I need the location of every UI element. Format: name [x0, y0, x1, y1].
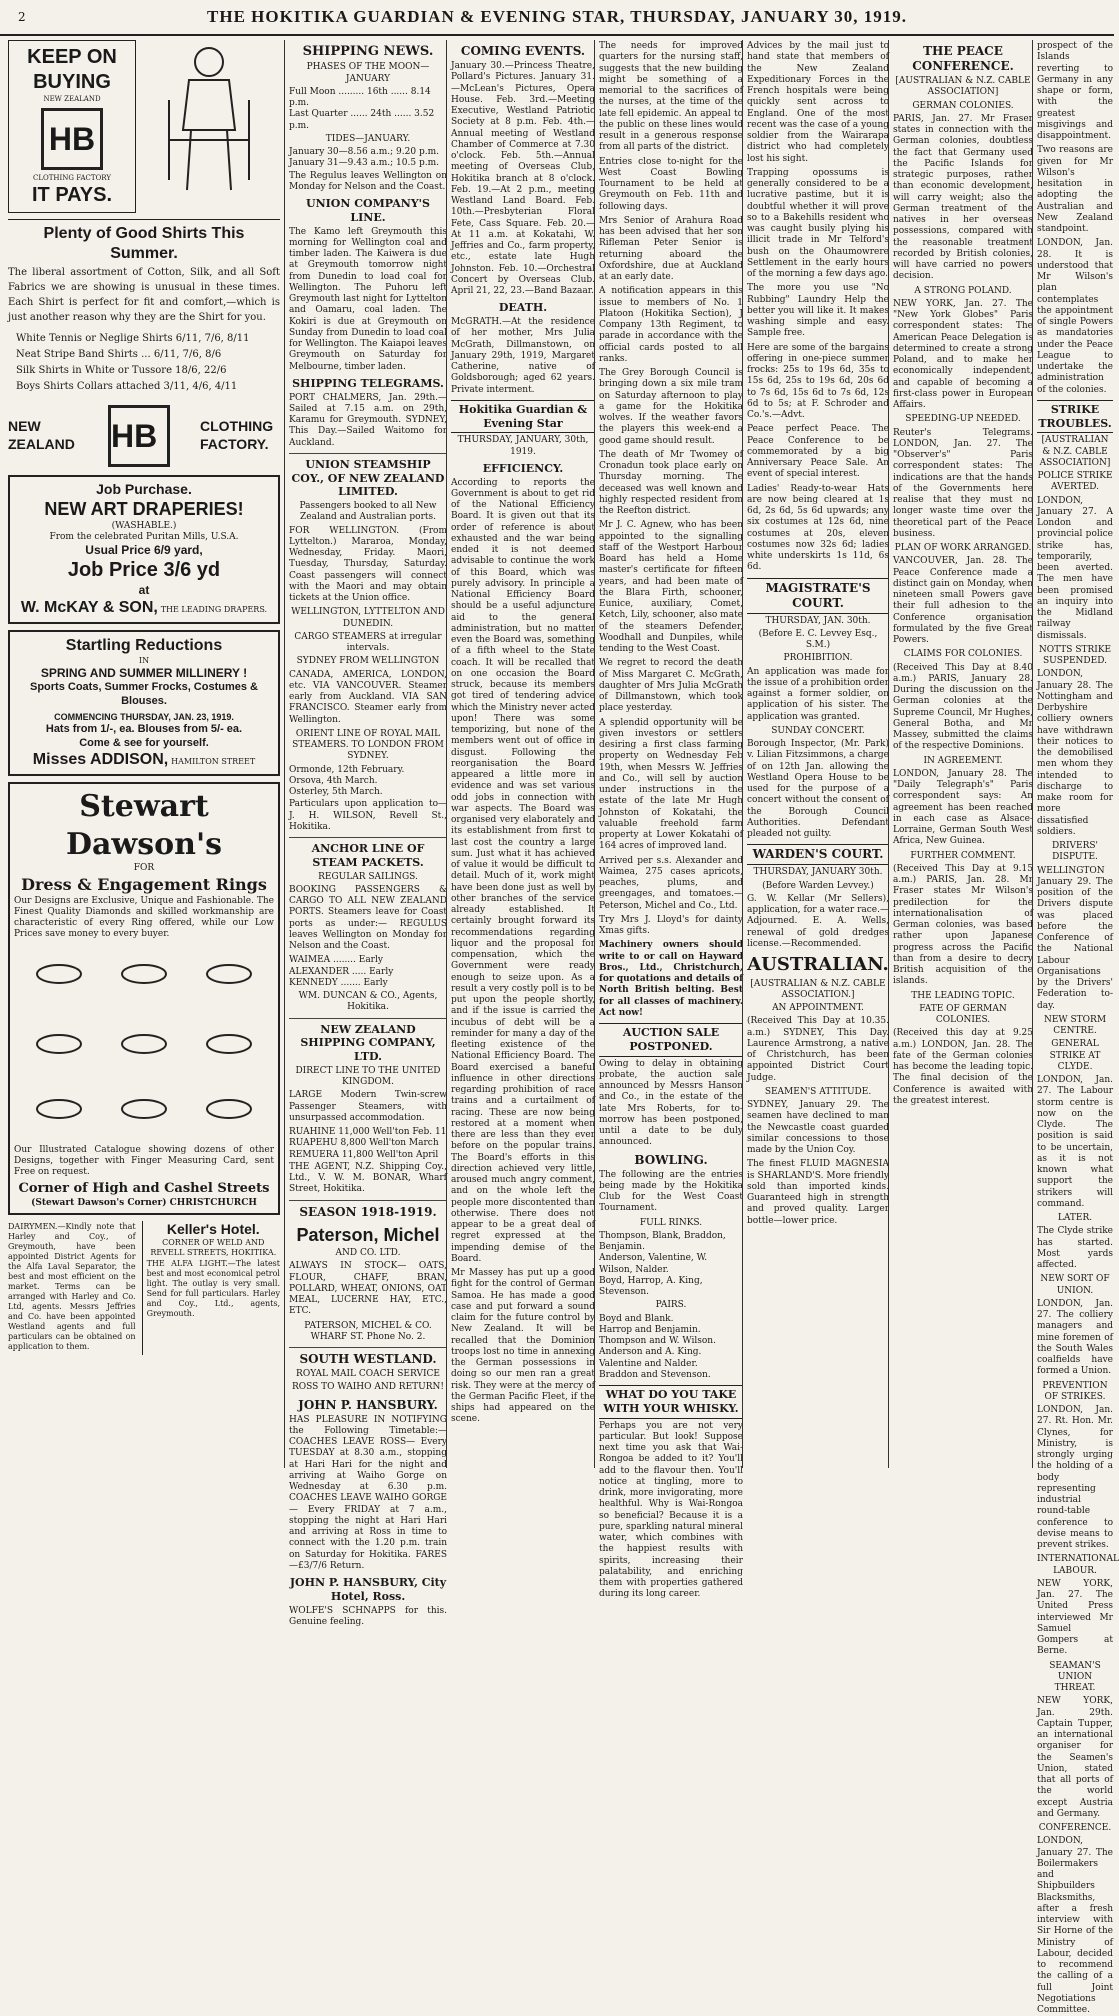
subheading: SEAMEN'S ATTITUDE.: [764, 1086, 872, 1097]
paragraph: LONDON, Jan. 27. The colliery managers and mine foremen of the South Wales coalfields have formed a Union.: [1037, 1298, 1113, 1377]
subheading: PHASES OF THE MOON—JANUARY: [306, 62, 430, 84]
paragraph: We regret to record the death of Miss Margaret C. McGrath, daughter of Mrs Julia McGrath of Dillmanstown, which took place yesterday.: [599, 658, 743, 714]
paragraph: The needs for improved quarters for the nursing staff, suggests that the new building might be something of a memorial to the sacrifices of the nurses, at the time of the late fell epidemic. An appeal to the public on these lines would result in a generous response from all parts of the district.: [599, 41, 743, 153]
paragraph: PARIS, Jan. 27. Mr Fraser states in connection with the German colonies, doubtless the fact that Germany used the Pacific Islands for strategic purposes, rather than economic development, will carry weight; also the German treatment of the natives in her overseas possessions, compared with the reasonable treatment recorded by British colonies, will have carried no powers decision.: [893, 113, 1033, 282]
ad-line: CLOTHING FACTORY.: [200, 418, 274, 452]
paragraph: (Received This Day at 9.15 a.m.) PARIS, Jan. 28. Mr Fraser states Mr Wilson's predilection for the internationalisation of German colonies, was based rather upon Japanese progress across the Pacific than from a desire to decry British acquisition of the islands.: [893, 863, 1033, 987]
subheading: GENERAL STRIKE AT CLYDE.: [1049, 1039, 1101, 1072]
ad-line: Our Designs are Exclusive, Unique and Fashionable. The Finest Quality Diamonds and skilled workmanship are characteristic of every Ring offered, while our Low Prices save money to every buyer.: [14, 895, 274, 940]
text-line: January 30—8.56 a.m.; 9.20 p.m.: [289, 147, 439, 157]
section-heading: BOWLING.: [634, 1152, 708, 1167]
ad-line: SPRING AND SUMMER MILLINERY !: [40, 666, 248, 680]
paragraph: LONDON, Jan. 28. It is understood that Mr Wilson's plan contemplates the appointment of single Powers as mandatories under the Peace League to undertake the administration of the colonies.: [1037, 238, 1113, 395]
subheading: LATER.: [1057, 1213, 1093, 1223]
text-line: Last Quarter ...... 24th ...... 3.52 p.m.: [289, 109, 435, 131]
subheading: (Before Warden Levvey.): [762, 880, 874, 891]
text-line: Thompson and W. Wilson.: [599, 1336, 716, 1346]
section-heading: MAGISTRATE'S COURT.: [747, 578, 889, 614]
section-heading: WHAT DO YOU TAKE WITH YOUR WHISKY.: [599, 1385, 743, 1419]
ad-line: IN: [138, 656, 150, 665]
subheading: Passengers booked to all New Zealand and Australian ports.: [299, 501, 437, 523]
ad-line: THE LEADING DRAPERS.: [160, 605, 268, 614]
newspaper-title: THE HOKITIKA GUARDIAN & EVENING STAR, THURSDAY, JANUARY 30, 1919.: [207, 7, 907, 26]
text-line: Boyd, Harrop, A. King, Stevenson.: [599, 1275, 703, 1297]
subheading: PROHIBITION.: [783, 653, 853, 664]
paragraph: LONDON, January 27. The Boilermakers and Shipbuilders Blacksmiths, after a fresh interview with Sir Horne of the Ministry of Labour, decided to recommend the calling of a full Joint Negotiations Committee.: [1037, 1836, 1113, 2015]
paragraph: The Grey Borough Council is bringing down a six mile tram on Saturday afternoon to play a game for the Hokitika wolves. If the weather favors the players this week-end a good game should result.: [599, 368, 743, 446]
ad-line: Job Price 3/6 yd: [67, 559, 221, 581]
ad-line: Hats from 1/-, ea. Blouses from 5/- ea.: [45, 722, 243, 735]
section-heading: SOUTH WESTLAND.: [299, 1352, 437, 1366]
paragraph: A splendid opportunity will be given investors or settlers desiring a first class farming property on Wednesday Feb 19th, when Messrs W. Jeffries and Co., will sell by auction under instructions in the estate of the late Mr Hugh Johnston of Kokatahi, the valuable freehold farm property at Lower Kokatahi of 164 acres of improved land.: [599, 717, 743, 852]
section-heading: SHIPPING TELEGRAMS.: [292, 376, 444, 390]
section-heading: SEASON 1918-1919.: [299, 1204, 437, 1219]
subheading: PLAN OF WORK ARRANGED.: [894, 543, 1032, 553]
ad-line: Come & see for yourself.: [79, 736, 209, 749]
paragraph: (Received This Day at 10.35. a.m.) SYDNEY, This Day. Laurence Armstrong, a native of Christchurch, has been appointed District Court Judge.: [747, 1016, 889, 1083]
text-line: ALEXANDER ..... Early: [289, 966, 394, 977]
paragraph: LONDON, January 28. The "Daily Telegraph's" Paris correspondent says: An agreement has been reached in each case as Alsace-Lorraine, German South West Africa, New Guinea.: [893, 768, 1033, 847]
paragraph: An application was made for the issue of a prohibition order against a former soldier, on application of his sister. The application was granted.: [747, 666, 890, 722]
paragraph: The Regulus leaves Wellington on Monday for Nelson and the Coast.: [289, 170, 447, 192]
paragraph: NEW YORK, Jan. 27. The "New York Globes" Paris correspondent states: The American Peace Delegation is determined to create a strong Poland, and to make her economically independent, and capable of becoming a first-class power in European Affairs.: [893, 298, 1033, 410]
text-line: Osterley, 5th March.: [289, 787, 383, 797]
subheading: FULL RINKS.: [639, 1217, 703, 1228]
subheading: IN AGREEMENT.: [923, 755, 1003, 766]
events-editorial-column: [446, 40, 595, 1468]
text-line: Thompson, Blank, Braddon, Benjamin.: [599, 1230, 726, 1252]
section-heading: DEATH.: [498, 301, 548, 315]
paragraph: (Received This Day at 8.40 a.m.) PARIS, January 28. During the discussion on the German colonies at the Supreme Council, Mr Hughes, General Botha, and Mr Massey, submitted the claims of the respective Dominions.: [893, 662, 1033, 752]
section-heading: Paterson, Michel: [296, 1224, 440, 1245]
text-line: RUAHINE 11,000 Well'ton Feb. 11: [289, 1127, 447, 1137]
ad-line: CLOTHING FACTORY: [33, 173, 111, 182]
paragraph: Perhaps you are not very particular. But look! Suppose next time you ask that Wai-Rongoa be added to it? You'll add to the flavour then. You'll notice at tingling, more to drink, more invigorating, more healthful. Why is Wai-Rongoa so beneficial? Because it is a pure, sparkling natural mineral water, which combines with the happiest results with spirits, increasing their palatability, and enriching them with properties gathered during its long career.: [599, 1420, 743, 1600]
hb-logo-2: HB: [108, 405, 170, 467]
text-line: Anderson and A. King.: [599, 1347, 702, 1358]
ad-line: Our Illustrated Catalogue showing dozens of other Designs, together with Finger Measuring Card, sent Free on request.: [14, 1144, 274, 1177]
shirts-heading: Plenty of Good Shirts This Summer.: [43, 224, 245, 262]
paragraph: prospect of the Islands reverting to Germany in any shape or form, with the greatest misgivings and disappointment.: [1037, 41, 1113, 141]
subheading: THURSDAY, JANUARY 30th.: [753, 867, 883, 878]
masthead: [0, 0, 1114, 36]
shirts-body: The liberal assortment of Cotton, Silk, and all Soft Fabrics we are showing is unusual in these times. Each Shirt is perfect for fit and comfort,—which is just another reason why they are the Shirt for you.: [8, 266, 280, 323]
ad-line: Usual Price 6/9 yard,: [85, 543, 203, 557]
subheading: NEW STORM CENTRE.: [1043, 1014, 1107, 1036]
paragraph: Particulars upon application to— J. H. WILSON, Revell St., Hokitika.: [289, 799, 447, 832]
paragraph: Machinery owners should write to or call on Hayward Bros., Ltd., Christchurch, for quotations and details of North British belting. Best for all classes of machinery. Act now!: [599, 940, 743, 1018]
ad-line: IT PAYS.: [31, 183, 113, 206]
subheading: WM. DUNCAN & CO., Agents, Hokitika.: [298, 991, 438, 1013]
text-line: Boyd and Blank.: [599, 1313, 674, 1324]
paragraph: LONDON, Jan. 27. The Labour storm centre is now on the Clyde. The position is said to be uncertain, as it is not known what support the strikers will command.: [1037, 1075, 1113, 1209]
text-line: Ormonde, 12th February.: [289, 764, 405, 775]
paragraph: CANADA, AMERICA, LONDON, etc. VIA VANCOUVER. Steamer early from Auckland. VIA SAN FRANCISCO. Steamer early from Wellington.: [289, 669, 447, 725]
paragraph: PORT CHALMERS, Jan. 29th.—Sailed at 7.15 a.m. on 29th, Karamu for Greymouth. SYDNEY, This Day.—Sailed Waitomo for Auckland.: [289, 392, 447, 448]
subheading: THURSDAY, JAN. 30th.: [765, 615, 871, 626]
paragraph: LONDON, January 28. The Nottingham and Derbyshire colliery owners have withdrawn their notices to the demobilised men whom they intended to discharge to make room for more dissatisfied soldiers.: [1037, 669, 1113, 837]
courts-column: [742, 40, 889, 1468]
ad-line: Sports Coats, Summer Frocks, Costumes & Blouses.: [29, 681, 258, 707]
ad-line: Dress & Engagement Rings: [21, 874, 267, 894]
section-heading: UNION COMPANY'S LINE.: [306, 197, 430, 224]
subheading: INTERNATIONAL LABOUR.: [1037, 1554, 1119, 1576]
subheading: POLICE STRIKE AVERTED.: [1037, 471, 1113, 493]
text-line: KENNEDY ....... Early: [289, 977, 388, 988]
section-heading: NEW ZEALAND SHIPPING COMPANY, LTD.: [300, 1022, 436, 1063]
ad-line: CORNER OF WELD AND REVELL STREETS, HOKITIKA.: [150, 1238, 277, 1258]
section-heading: COMING EVENTS.: [460, 44, 586, 58]
section-heading: AUCTION SALE POSTPONED.: [599, 1023, 743, 1057]
paragraph: NEW YORK, Jan. 27. The United Press interviewed Mr Samuel Gompers at Berne.: [1037, 1578, 1113, 1657]
ad-line: FOR: [133, 863, 155, 874]
paragraph: The following are the entries being made by the Hokitika Club for the West Coast Tournament.: [599, 1169, 743, 1214]
section-heading: THE PEACE CONFERENCE.: [912, 44, 1014, 73]
paragraph: WOLFE'S SCHNAPPS for this. Genuine feeling.: [289, 1605, 447, 1627]
text-line: January 31—9.43 a.m.; 10.5 p.m.: [289, 158, 439, 169]
subheading: SEAMAN'S UNION THREAT.: [1049, 1660, 1101, 1693]
text-line: REMUERA 11,800 Well'ton April: [289, 1149, 439, 1160]
dairymen-notice: DAIRYMEN.—Kindly note that Harley and Coy., of Greymouth, have been appointed District Agents for the Alfa Laval Separator, the best and most efficient on the market. Terms can be arranged with Harley and Co. Ltd, agents. Messrs Jeffries and Co. have been appointed Westland agents and full particulars can be obtained on application to them.: [8, 1221, 136, 1351]
paragraph: NEW YORK, Jan. 29th. Captain Tupper, an international organiser for the Seamen's Union, stated that all ports of the world except Austria and Germany.: [1037, 1696, 1113, 1819]
peace-conference-column: [888, 40, 1033, 1468]
shipping-column: [284, 40, 447, 1627]
page-number: 2: [18, 10, 26, 24]
subheading: [AUSTRALIAN & N.Z. CABLE ASSOCIATION]: [1039, 435, 1111, 468]
ad-line: NEW ZEALAND: [43, 95, 101, 103]
subheading: (Before E. C. Levvey Esq., S.M.): [758, 628, 878, 650]
section-heading: ANCHOR LINE OF STEAM PACKETS.: [311, 842, 425, 869]
subheading: NOTTS STRIKE SUSPENDED.: [1038, 644, 1112, 666]
strike-troubles-column: [1032, 40, 1119, 2015]
paragraph: LONDON, January 27. A London and provincial police strike has, temporarily, been averted. The men have been promised an inquiry into the Midland railway dismissals.: [1037, 495, 1113, 641]
addison-millinery-ad: [8, 630, 280, 776]
paragraph: Advices by the mail just to hand state that members of the New Zealand Expeditionary Forces in the French hospitals were being quickly sent across to England. One of the most recent was the case of a young soldier from the Wairarapa district who had completely lost his sight.: [747, 41, 889, 164]
ad-line: KEEP ON: [27, 46, 117, 68]
paragraph: G. W. Kellar (Mr Sellers), application, for a water race.—Adjourned. E. A. Wells, renewal of gold dredges license.—Recommended.: [747, 893, 889, 949]
section-heading: STRIKE TROUBLES.: [1037, 400, 1113, 434]
ad-line: Misses ADDISON,: [32, 751, 169, 769]
subheading: ROSS TO WAIHO AND RETURN!: [291, 1382, 445, 1393]
text-line: Harrop and Benjamin.: [599, 1324, 701, 1335]
advertisements-column: [8, 40, 280, 1468]
ad-line: Corner of High and Cashel Streets: [18, 1181, 270, 1197]
subheading: FURTHER COMMENT.: [910, 850, 1016, 861]
text-line: Braddon and Stevenson.: [599, 1369, 711, 1380]
subheading: FATE OF GERMAN COLONIES.: [919, 1003, 1007, 1025]
paragraph: The Clyde strike has started. Most yards affected.: [1037, 1226, 1113, 1270]
rings-illustrations: [14, 944, 274, 1144]
text-line: Full Moon ......... 16th ...... 8.14 p.m.: [289, 86, 431, 108]
paragraph: Trapping opossums is generally considered to be a lucrative pastime, but it is doubtful whether it will prove so to a Bakehills resident who was caught busily plying his illicit trade in Mr Telford's bush on the Ohaumowrere Settlement in the early hours of the morning a few days ago.: [747, 167, 889, 279]
local-news-column: [594, 40, 743, 1600]
man-in-chair-illustration: [139, 40, 279, 200]
shirt-price-line: Silk Shirts in White or Tussore 18/6, 22/6: [16, 364, 227, 376]
subheading: THE LEADING TOPIC.: [911, 990, 1015, 1001]
paragraph: Arrived per s.s. Alexander and Waimea, 275 cases apricots, peaches, plums, and greengages, and tomatoes.—Peterson, Michel and Co., Ltd.: [599, 855, 743, 911]
ad-line: NEW ART DRAPERIES!: [44, 499, 244, 519]
paragraph: A notification appears in this issue to members of No. 1 Platoon (Hokitika Section), J Company 13th Regiment, to parade in accordance with the official cards posted to all ranks.: [599, 286, 743, 364]
paragraph: LONDON, Jan. 27. Rt. Hon. Mr. Clynes, for Ministry, is strongly urging the holding of a body representing industrial round-table conference to devise means to prevent strikes.: [1037, 1405, 1113, 1550]
subheading: PATERSON, MICHEL & CO. WHARF ST. Phone No. 2.: [304, 1320, 432, 1342]
paragraph: SYDNEY, January 29. The seamen have declined to man the Newcastle coast guarded similar concessions to those made by the Union Coy.: [747, 1100, 889, 1155]
subheading: SUNDAY CONCERT.: [771, 725, 865, 736]
paragraph: The death of Mr Twomey of Cronadun took place early on Thursday morning. The deceased was well known and highly respected resident from the Reefton district.: [599, 449, 743, 516]
ring-icons: [19, 944, 269, 1144]
paragraph: HAS PLEASURE IN NOTIFYING the Following Timetable:— COACHES LEAVE ROSS— Every TUESDAY at 8.30 a.m., stopping at Hari Hari for the night and arriving at Waiho Gorge on Wednesday at 6.30 p.m. COACHES LEAVE WAIHO GORGE— Every FRIDAY at 7 a.m., stopping the night at Hari Hari and arriving at Ross in time to connect with the 1.20 p.m. train on Saturday for Hokitika. FARES—£3/7/6 Return.: [289, 1414, 447, 1571]
subheading: AN APPOINTMENT.: [772, 1003, 864, 1013]
subheading: DRIVERS' DISPUTE.: [1051, 841, 1099, 863]
subheading: WELLINGTON, LYTTELTON AND DUNEDIN.: [291, 607, 445, 629]
paragraph: ALWAYS IN STOCK— OATS, FLOUR, CHAFF, BRAN, POLLARD, WHEAT, ONIONS, OAT MEAL, LUCERNE HAY, ETC., ETC.: [289, 1261, 447, 1317]
ad-line: W. McKAY & SON,: [20, 599, 158, 616]
subheading: GERMAN COLONIES.: [912, 100, 1014, 111]
paragraph: FOR WELLINGTON. (From Lyttelton.) Mararoa, Monday, Wednesday, Friday. Maori, Tuesday, Thursday, Saturday. Coast passengers will connect with the Maori and may obtain tickets at the Union office.: [289, 525, 447, 603]
ad-line: From the celebrated Puritan Mills, U.S.A.: [49, 531, 239, 542]
subheading: NEW SORT OF UNION.: [1040, 1274, 1110, 1296]
paragraph: Entries close to-night for the West Coast Bowling Tournament to be held at Greymouth on Feb. 11th and following days.: [599, 156, 743, 212]
seated-man-icon: [139, 40, 279, 200]
keller-hotel-title: Keller's Hotel.: [166, 1220, 260, 1237]
paragraph: VANCOUVER, Jan. 28. The Peace Conference made a distinct gain on Monday, when nineteen small Powers gave their full adhesion to the Conference organisation formulated by the five Great Powers.: [893, 556, 1033, 645]
ad-line: Job Purchase.: [96, 480, 192, 497]
paragraph: LARGE Modern Twin-screw Passenger Steamers, with unsurpassed accommodation.: [289, 1090, 447, 1123]
paragraph: The more you use "No Rubbing" Laundry Help the better you will like it. It makes washing simple and easy. Sample free.: [747, 283, 889, 339]
ad-line: NEW ZEALAND: [8, 418, 75, 452]
subheading: [AUSTRALIAN & N.Z. CABLE ASSOCIATION.]: [750, 978, 886, 1000]
shirt-price-line: White Tennis or Neglige Shirts 6/11, 7/6, 8/11: [16, 332, 250, 344]
section-heading: UNION STEAMSHIP COY., OF NEW ZEALAND LIMITED.: [291, 457, 445, 499]
subheading: SPEEDING-UP NEEDED.: [905, 414, 1021, 425]
paragraph: January 30.—Princess Theatre, Pollard's Pictures. January 31.—McLean's Pictures, Opera House. Feb. 3rd.—Meeting Executive, Westland Patriotic Society at 8 p.m. Feb. 4th.—Annual meeting of Westland Chamber of Commerce at 7.30 o'clock. Feb. 5th.—Annual meeting of Overseas Club, Hokitika branch at 8 o'clock. Feb. 19.—At 2 p.m., meeting Westland Land Board. Feb. 10th.—Presbyterian Floral Fete, Cass Square. Feb. 20.—At 11 a.m. at Kokatahi, W. Jeffries and Co., farm property, etc., estate late Hugh Johnston. Feb. 10.—Orchestral Concert by Overseas Club. April 21, 22, 23.—Band Bazaar.: [451, 61, 595, 296]
ad-line: Stewart Dawson's: [65, 789, 223, 862]
subheading: ROYAL MAIL COACH SERVICE: [296, 1369, 440, 1379]
paragraph: Borough Inspector, (Mr. Park) v. Lilian Fitzsimmons, a charge of on 12th Jan. allowing the Westland Opera House to be used for the purpose of a concert without the consent of the Borough Council Authorities. Defendant pleaded not guilty.: [747, 739, 889, 839]
ad-line: (WASHABLE.): [111, 520, 177, 531]
paragraph: Reuter's Telegrams. LONDON, Jan. 27. The "Observer's" Paris correspondent states: The indications are that the hands of the Governments here realise that they must no longer waste time over the theoretical part of the Peace business.: [893, 427, 1033, 539]
paragraph: Two reasons are given for Mr Wilson's hesitation in adopting the Australian and New Zealand standpoint.: [1037, 145, 1113, 234]
text-line: Anderson, Valentine, W. Wilson, Nalder.: [599, 1253, 708, 1275]
paragraph: THE AGENT, N.Z. Shipping Coy., Ltd., V. W. M. BONAR, Wharf Street, Hokitika.: [289, 1161, 447, 1195]
paragraph: McGRATH.—At the residence of her mother, Mrs Julia McGrath, Dillmanstown, on January 29th, 1919, Margaret Catherine, native of Goldsborough; aged 62 years. Private interment.: [451, 317, 595, 395]
subheading: CONFERENCE.: [1038, 1823, 1112, 1833]
stewart-dawson-ad: [8, 782, 280, 1215]
subheading: TIDES—JANUARY.: [325, 133, 411, 144]
subheading: SYDNEY FROM WELLINGTON: [296, 656, 440, 667]
section-heading: WARDEN'S COURT.: [747, 844, 889, 865]
paper-nameplate: Hokitika Guardian & Evening Star: [451, 400, 595, 434]
ad-line: at: [138, 583, 150, 597]
paragraph: BOOKING PASSENGERS & CARGO TO ALL NEW ZEALAND PORTS. Steamers leave for Coast ports as under:— REGULUS leaves Wellington on Monday for Nelson and the Coast.: [289, 884, 447, 951]
text-line: RUAPEHU 8,800 Well'ton March: [289, 1138, 439, 1149]
paragraph: (Received this day at 9.25 a.m.) LONDON, Jan. 28. The fate of the German colonies has become the leading topic. The final decision of the Conference is awaited with the greatest interest.: [893, 1028, 1033, 1106]
hb-keep-buying-ad: [8, 40, 136, 213]
ad-line: Startling Reductions: [65, 637, 223, 654]
subheading: PREVENTION OF STRIKES.: [1042, 1380, 1108, 1402]
subheading: PAIRS.: [655, 1300, 687, 1311]
ad-line: COMMENCING THURSDAY, JAN. 23, 1919.: [54, 711, 234, 722]
section-heading: SHIPPING NEWS.: [302, 44, 434, 59]
subheading: ORIENT LINE OF ROYAL MAIL STEAMERS. TO LONDON FROM SYDNEY.: [292, 728, 444, 762]
paragraph: Try Mrs J. Lloyd's for dainty Xmas gifts.: [599, 914, 743, 936]
ad-line: THE ALFA LIGHT.—The latest best and most economical petrol light. The outlay is very small. Send for full particulars. Harley and Coy., Ltd., agents, Greymouth.: [146, 1259, 280, 1319]
subheading: CLAIMS FOR COLONIES.: [903, 649, 1023, 660]
shirt-price-line: Neat Stripe Band Shirts ... 6/11, 7/6, 8/6: [16, 348, 222, 360]
text-line: Orsova, 4th March.: [289, 775, 378, 786]
ad-line: (Stewart Dawson's Corner) CHRISTCHURCH: [31, 1197, 257, 1208]
hb-logo: HB: [41, 108, 103, 170]
mckay-draperies-ad: [8, 475, 280, 625]
shirt-price-line: Boys Shirts Collars attached 3/11, 4/6, 4/11: [16, 380, 238, 392]
paragraph: Here are some of the bargains offering in one-piece summer frocks: 25s to 19s 6d, 35s to 15s 6d, 25s to 19s 6d, 20s 6d to 7s 6d, 15s 6d to 7s 6d, 12s 6d to 5s; at F. Schroder and Co.'s.—Advt.: [747, 342, 889, 420]
paragraph: The Kamo left Greymouth this morning for Wellington coal and timber laden. The Kaiwera is due at Greymouth tomorrow night from Dunedin to load coal for Wellington. The Puhoru left Greymouth last night for Lyttelton and Oamaru, coal laden. The Kokiri is due at Greymouth on Sunday from Dunedin to load coal for Wellington. The Kaiapoi leaves Greymouth on Saturday for Melbourne, timber laden.: [289, 226, 447, 372]
subheading: A STRONG POLAND.: [914, 285, 1012, 296]
paragraph: Ladies' Ready-to-wear Hats are now being cleared at 1s 6d, 2s 6d, 5s 6d upwards; any six costumes at 12s 6d, nine costumes at 20s, eleven costumes now 32s 6d; ladies white underskirts 1s 11d, 6s 6d.: [747, 483, 889, 573]
paragraph: The finest FLUID MAGNESIA is SHARLAND'S. More friendly sold than imported kinds. Guaranteed high in strength and proved quality. Larger bottle—lower price.: [747, 1159, 889, 1226]
section-heading: JOHN P. HANSBURY, City Hotel, Ross.: [289, 1576, 447, 1603]
paragraph: Mr Massey has put up a good fight for the control of German Samoa. He has made a good case and put forward a sound claim for the future control by New Zealand. It will be recalled that the Dominion troops lost no time in annexing the German possessions in doing so our men ran a great risk. They were at the mercy of the German Pacific Fleet, if the ships had appeared on the scene.: [451, 1268, 595, 1425]
subheading: THURSDAY, JANUARY, 30th, 1919.: [457, 435, 589, 457]
subheading: REGULAR SAILINGS.: [318, 871, 418, 882]
subheading: [AUSTRALIAN & N.Z. CABLE ASSOCIATION]: [895, 76, 1031, 98]
paragraph: Peace perfect Peace. The Peace Conference to be commemorated by a big Anniversary Peace Sale. An event of special interest.: [747, 424, 889, 480]
text-line: Valentine and Nalder.: [599, 1358, 698, 1369]
ad-line: HAMILTON STREET: [171, 757, 256, 767]
paragraph: WELLINGTON January 29. The position of the Drivers dispute was placed before the Conference of the National Labour Organisations by the Drivers' Federation to-day.: [1037, 865, 1113, 1011]
paragraph: Mr J. C. Agnew, who has been appointed to the signalling staff of the Westport Harbour Board has held a Home master's certificate for fifteen years, and had been mate of the Blara Firth, schooner, Eunice, auxiliary, Comet, Ketch, Lily, schooner, also mate of the steamers Defender, Woodhall and Dunpiles, while tending to the West Coast.: [599, 520, 743, 654]
section-heading: AUSTRALIAN.: [747, 954, 889, 975]
section-heading: EFFICIENCY.: [482, 461, 564, 475]
text-line: WAIMEA ........ Early: [289, 955, 383, 966]
paragraph: According to reports the Government is about to get rid of the National Efficiency Board. It is given out that its order of reference is about exhausted and the war being ended it is not deemed advisable to continue the work of this Board, which was purely advisory. In principle a National Efficiency Board should be a useful adjuncture aid to the general administration, but no matter even the Board was, something of a fifth wheel to the State coach. It will be recalled that on one occasion the Board struck, because its members got tired of tendering advice which the Ministry never acted upon! There was some temporizing, but none of the members went out of office in disgust. Following the reorganisation the Board appeared a little more in evidence and was set various odd jobs in connection with war aspects. The Board was organised very elaborately and its establishment from first to last cost the country a large sum. Just what it has achieved of value it would be difficult to detail. Much of it, work might have been done just as well by other branches of the service already established. It certainly brought forward its recommendations regarding liquor and the proposal for compensation, which the Government were ready enough to seize upon. As a result a very costly poll is to be put upon the people shortly, and if the issue is carried the incubus of debt will be a reminder for many a day of the fleeting existence of the National Efficiency Board. The Board exercised a baneful influence in other directions regarding prohibition of race trains and a curtailment of racing. These are now being restored at a moment when there are less than they ever before on the popular trains. The Board's efforts in this direction achieved very little, aroused much angry comment, and on the whole left the people more discontented than otherwise. There does not appear to be a great deal of regret expressed at the impending demise of the Board.: [451, 477, 595, 1264]
ad-line: BUYING: [33, 71, 111, 93]
paragraph: Owing to delay in obtaining probate, the auction sale announced by Messrs Hanson and Co., in the estate of the late Mrs Roberts, for to-morrow has been postponed, until a date to be duly announced.: [599, 1058, 743, 1148]
section-heading: JOHN P. HANSBURY.: [298, 1397, 438, 1412]
subheading: DIRECT LINE TO THE UNITED KINGDOM.: [295, 1065, 441, 1087]
subheading: CARGO STEAMERS at irregular intervals.: [294, 631, 442, 653]
paragraph: Mrs Senior of Arahura Road has been advised that her son Rifleman Peter Senior is returning aboard the Oxfordshire, due at Auckland at an early date.: [599, 215, 743, 282]
subheading: AND CO. LTD.: [335, 1248, 401, 1258]
